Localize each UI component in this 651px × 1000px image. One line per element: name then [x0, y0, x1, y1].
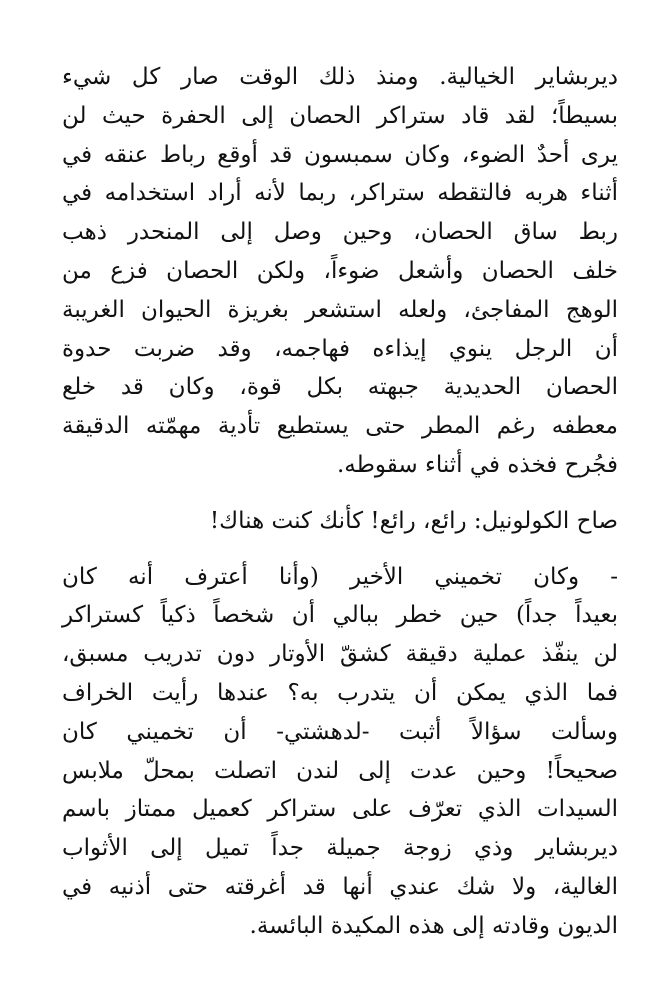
text-line: بعيداً جداً) حين خطر ببالي أن شخصاً ذكياً كستراكر [62, 602, 618, 629]
text-line: - وكان تخميني الأخير (وأنا أعترف أنه كان [62, 563, 618, 590]
text-line: الوهج المفاجئ، ولعله استشعر بغريزة الحيوان الغريبة [62, 296, 618, 323]
text-line: فما الذي يمكن أن يتدرب به؟ عندها رأيت الخراف [62, 679, 618, 706]
text-line: يرى أحدٌ الضوء، وكان سمبسون قد أوقع رباط عنقه في [62, 141, 618, 168]
text-line: ديربشاير وذي زوجة جميلة جداً تميل إلى الأثواب [62, 835, 618, 862]
text-line: أن الرجل ينوي إيذاءه فهاجمه، وقد ضربت حدوة [62, 335, 618, 362]
paragraph-1 [62, 58, 618, 485]
text-line: الغالية، ولا شك عندي أنها قد أغرقته حتى أذنيه في [62, 873, 618, 900]
text-line: الديون وقادته إلى هذه المكيدة البائسة. [249, 912, 618, 939]
text-line: خلف الحصان وأشعل ضوءاً، ولكن الحصان فزع من [62, 257, 618, 284]
text-line: لن ينفّذ عملية دقيقة كشقّ الأوتار دون تدريب مسبق، [62, 641, 618, 668]
paragraph-gap [62, 541, 618, 558]
text-line: فجُرح فخذه في أثناء سقوطه. [336, 451, 618, 478]
text-line: صاح الكولونيل: رائع، رائع! كأنك كنت هناك! [209, 507, 618, 534]
paragraph-2 [62, 502, 618, 541]
text-line: صحيحاً! وحين عدت إلى لندن اتصلت بمحلّ ملابس [62, 757, 618, 784]
text-line: ربط ساق الحصان، وحين وصل إلى المنحدر ذهب [62, 219, 618, 246]
text-line: الحصان الحديدية جبهته بكل قوة، وكان قد خلع [62, 374, 618, 401]
text-line: وسألت سؤالاً أثبت -لدهشتي- أن تخميني كان [62, 718, 618, 745]
paragraph-gap [62, 485, 618, 502]
paragraph-3 [62, 558, 618, 946]
text-line: بسيطاً؛ لقد قاد ستراكر الحصان إلى الحفرة حيث لن [62, 102, 618, 129]
text-line: أثناء هربه فالتقطه ستراكر، ربما لأنه أراد استخدامه في [62, 180, 618, 207]
text-line: ديربشاير الخيالية. ومنذ ذلك الوقت صار كل شيء [62, 64, 618, 90]
text-line: معطفه رغم المطر حتى يستطيع تأدية مهمّته الدقيقة [62, 413, 618, 440]
text-line: السيدات الذي تعرّف على ستراكر كعميل ممتاز باسم [62, 796, 618, 823]
book-page [62, 58, 618, 946]
